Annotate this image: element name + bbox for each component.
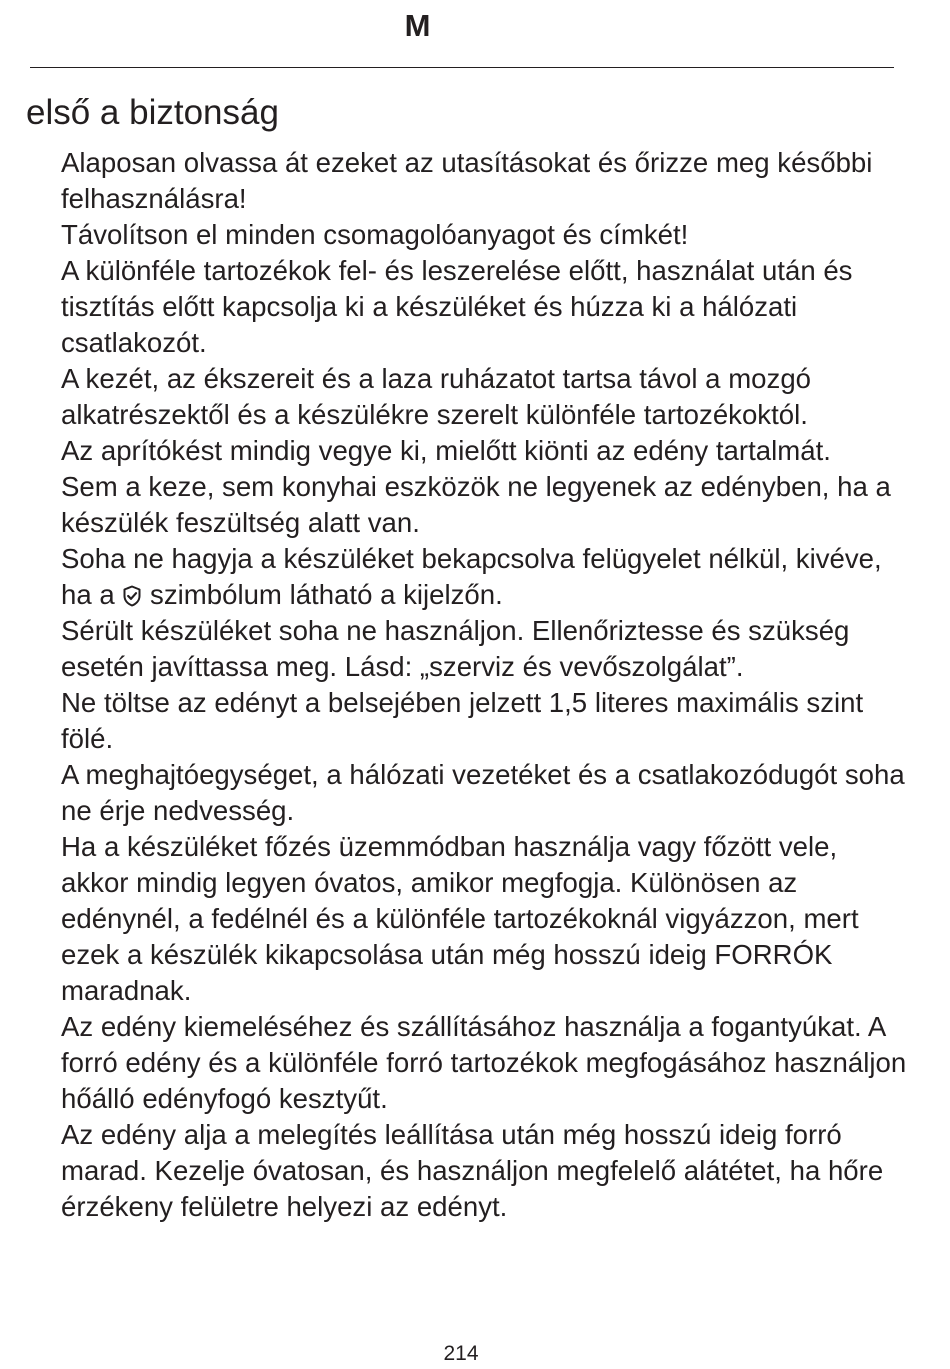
symbol-text-before: Soha ne hagyja a készüléket bekapcsolva felügyelet nélkül, kivéve, ha a xyxy=(61,543,882,610)
instruction-paragraph: Az aprítókést mindig vegye ki, mielőtt kiönti az edény tartalmát. xyxy=(61,435,831,466)
header-divider xyxy=(30,67,894,68)
shield-check-icon xyxy=(122,585,142,607)
instruction-paragraph: Sérült készüléket soha ne használjon. Ellenőriztesse és szükség esetén javíttassa meg. Lásd: „szerviz és vevőszolgálat”. xyxy=(61,615,850,682)
header-letter: M xyxy=(404,8,431,43)
instruction-paragraph-with-symbol xyxy=(61,541,911,613)
instruction-paragraph: Távolítson el minden csomagolóanyagot és címkét! xyxy=(61,219,689,250)
instruction-paragraph: Ha a készüléket főzés üzemmódban használja vagy főzött vele, akkor mindig legyen óvatos, amikor megfogja. Különösen az edénynél, a fedélnél és a különféle tartozékoknál vigyázzon, mert ezek a készülék kikapcsolása után még hosszú ideig FORRÓK maradnak. xyxy=(61,831,859,1006)
instruction-paragraph: Az edény kiemeléséhez és szállításához használja a fogantyúkat. A forró edény és a különféle forró tartozékok megfogásához használjon hőálló edényfogó kesztyűt. xyxy=(61,1011,907,1114)
instruction-paragraph: A meghajtóegységet, a hálózati vezetéket és a csatlakozódugót soha ne érje nedvesség. xyxy=(61,759,905,826)
instruction-paragraph: Sem a keze, sem konyhai eszközök ne legyenek az edényben, ha a készülék feszültség alatt van. xyxy=(61,471,891,538)
instruction-paragraph: Ne töltse az edényt a belsejében jelzett 1,5 literes maximális szint fölé. xyxy=(61,687,864,754)
safety-instructions xyxy=(61,145,911,1225)
instruction-paragraph: Az edény alja a melegítés leállítása után még hosszú ideig forró marad. Kezelje óvatosan, és használjon megfelelő alátétet, ha hőre érzékeny felületre helyezi az edényt. xyxy=(61,1119,884,1222)
instruction-paragraph: A különféle tartozékok fel- és leszerelése előtt, használat után és tisztítás előtt kapcsolja ki a készüléket és húzza ki a hálózati csatlakozót. xyxy=(61,255,853,358)
symbol-text-after: szimbólum látható a kijelzőn. xyxy=(142,579,503,610)
instruction-paragraph: A kezét, az ékszereit és a laza ruházatot tartsa távol a mozgó alkatrészektől és a készülékre szerelt különféle tartozékoktól. xyxy=(61,363,812,430)
section-title: első a biztonság xyxy=(26,93,279,132)
page-number: 214 xyxy=(443,1342,479,1365)
instruction-paragraph: Alaposan olvassa át ezeket az utasításokat és őrizze meg későbbi felhasználásra! xyxy=(61,147,873,214)
